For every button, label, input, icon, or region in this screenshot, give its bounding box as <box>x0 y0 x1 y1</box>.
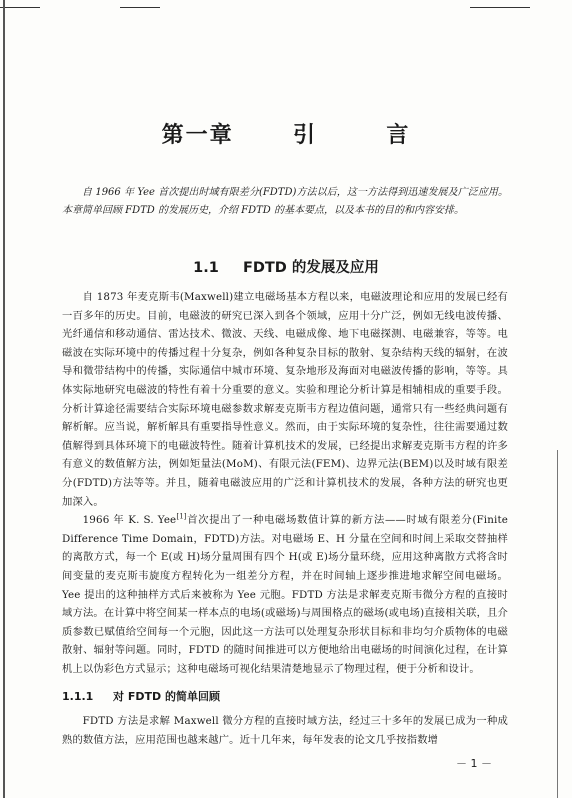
paragraph-2-start: 1966 年 K. S. Yee <box>82 514 177 527</box>
subsection-heading <box>62 688 220 704</box>
chapter-heading <box>0 118 572 149</box>
section-number: 1.1 <box>193 260 219 276</box>
chapter-label: 第一章 <box>161 123 234 148</box>
subsection-body <box>62 712 508 749</box>
page-number: － 1 － <box>456 757 492 770</box>
section-title: FDTD 的发展及应用 <box>242 260 379 276</box>
chapter-abstract <box>62 184 508 221</box>
paragraph-2-rest: 首次提出了一种电磁场数值计算的新方法——时域有限差分(Finite Difference Time Domain，FDTD)方法。对电磁场 E、H 分量在空间和时间上采取交替抽样的离散方式，每一个 E(或 H)场分量周围有四个 H(或 E)场分量环绕，应用这种离散方式将含时间变量的麦克斯韦旋度方程转化为一组差分方程，并在时间轴上逐步推进地求解空间电磁场。Yee 提出的这种抽样方式后来被称为 Yee 元胞。FDTD 方法是求解麦克斯韦微分方程的直接时域方法。在计算中将空间某一样本点的电场(或磁场)与周围格点的磁场(或电场)直接相关联，且介质参数已赋值给空间每一个元胞，因此这一方法可以处理复杂形状目标和非均匀介质物体的电磁散射、辐射等问题。同时，FDTD 的随时间推进可以方便地给出电磁场的时间演化过程，在计算机上以伪彩色方式显示；这种电磁场可视化结果清楚地显示了物理过程，便于分析和设计。 <box>62 514 509 675</box>
citation-marker: [1] <box>176 512 187 521</box>
chapter-title-char-2: 言 <box>386 123 411 148</box>
section-heading <box>0 256 572 277</box>
section-body <box>62 288 508 678</box>
subsection-number: 1.1.1 <box>62 690 94 703</box>
paragraph-2 <box>62 511 508 678</box>
header-rule-right <box>470 7 530 8</box>
subsection-title: 对 FDTD 的简单回顾 <box>113 690 220 703</box>
chapter-title-char-1: 引 <box>292 123 317 148</box>
abstract-text: 自 1966 年 Yee 首次提出时域有限差分(FDTD)方法以后，这一方法得到迅速发展及广泛应用。本章简单回顾 FDTD 的发展历史，介绍 FDTD 的基本要点，以及本书的目的和内容安排。 <box>62 187 508 217</box>
paragraph-1: 自 1873 年麦克斯韦(Maxwell)建立电磁场基本方程以来，电磁波理论和应用的发展已经有一百多年的历史。目前，电磁波的研究已深入到各个领域，应用十分广泛，例如无线电波传播、光纤通信和移动通信、雷达技术、微波、天线、电磁成像、地下电磁探测、电磁兼容，等等。电磁波在实际环境中的传播过程十分复杂，例如各种复杂目标的散射、复杂结构天线的辐射，在波导和微带结构中的传播，实际通信中城市环境、复杂地形及海面对电磁波传播的影响，等等。具体实际地研究电磁波的特性有着十分重要的意义。实验和理论分析计算是相辅相成的重要手段。分析计算途径需要结合实际环境电磁参数求解麦克斯韦方程边值问题，通常只有一些经典问题有解析解。应当说，解析解具有重要指导性意义。然而，由于实际环境的复杂性，往往需要通过数值解得到具体环境下的电磁波特性。随着计算机技术的发展，已经提出求解麦克斯韦方程的许多有意义的数值解方法，例如矩量法(MoM)、有限元法(FEM)、边界元法(BEM)以及时域有限差分(FDTD)方法等等。并且，随着电磁波应用的广泛和计算机技术的发展，各种方法的研究也更加深入。 <box>62 291 508 508</box>
header-rule-left <box>0 7 40 8</box>
paragraph-last: FDTD 方法是求解 Maxwell 微分方程的直接时域方法，经过三十多年的发展已成为一种成熟的数值方法，应用范围也越来越广。近十几年来，每年发表的论文几乎按指数增 <box>62 715 508 746</box>
right-margin-line <box>557 450 558 798</box>
header-rule-mid <box>120 7 160 8</box>
